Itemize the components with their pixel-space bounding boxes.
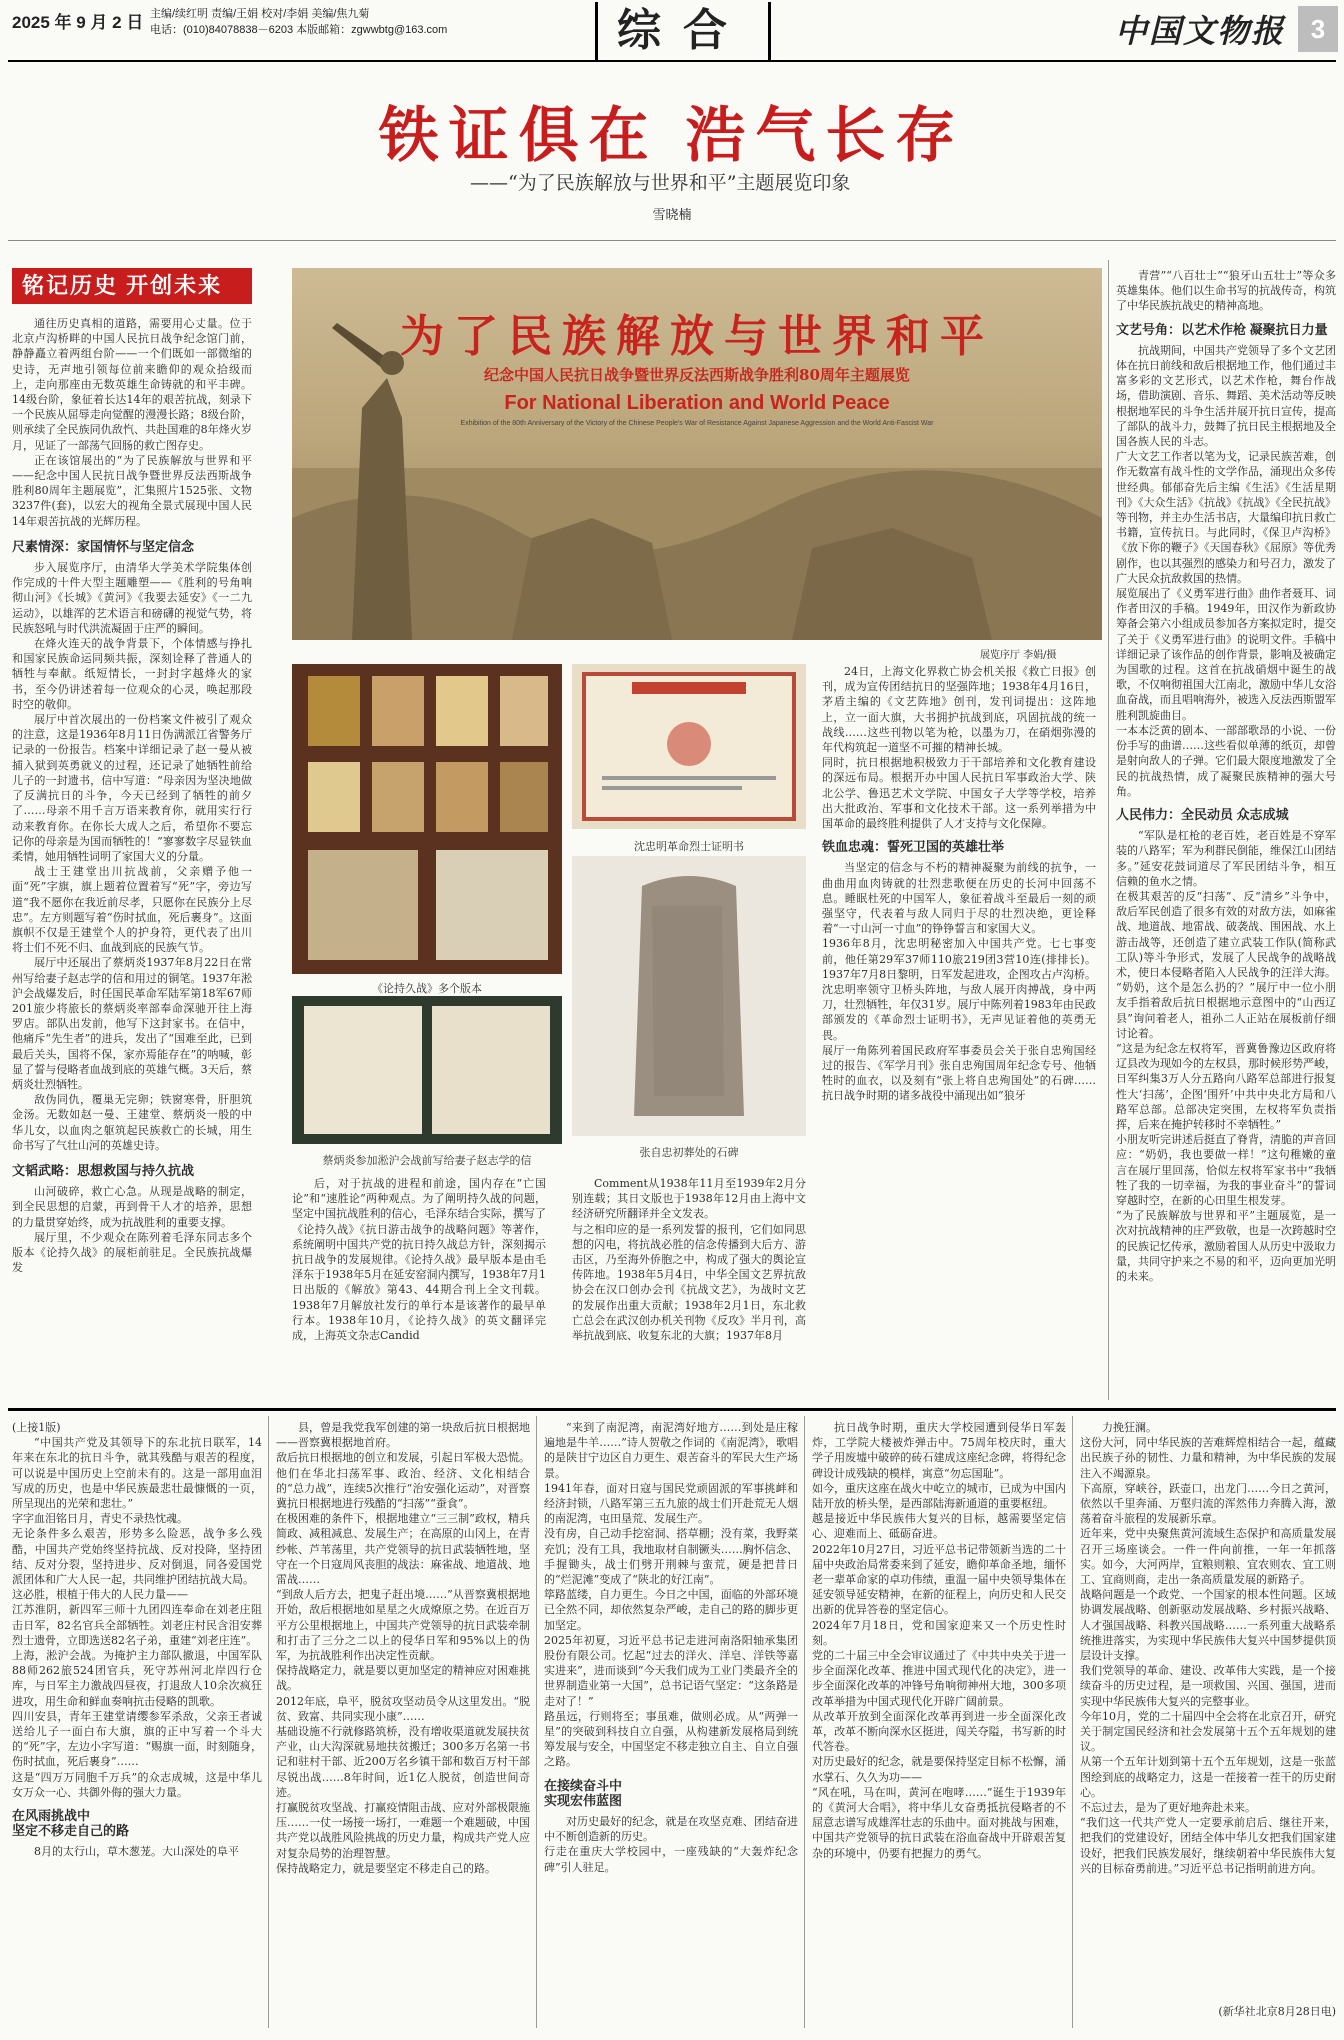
lower-article-divider — [8, 1408, 1336, 1411]
section-heading-1: 尺素情深：家国情怀与坚定信念 — [12, 538, 195, 554]
lower-divider-2 — [536, 1416, 537, 2028]
lower-column-4 — [812, 1420, 1066, 2020]
right-column-text — [1116, 268, 1336, 1398]
continued-note: (上接1版) — [12, 1421, 61, 1434]
left-column-text — [12, 316, 252, 1396]
lower-column-2 — [276, 1420, 530, 2020]
staff-line-1: 主编/续红明 责编/王娟 校对/李娟 美编/焦九菊 — [150, 8, 370, 20]
books-caption: 《论持久战》多个版本 — [372, 982, 482, 995]
lower-col2-text: 县，曾是我党我军创建的第一块敌后抗日根据地——晋察冀根据地首府。 敌后抗日根据地的创立和发展，引起日军极大恐慌。他们在华北扫荡军事、政治、经济、文化相结合的“总力战”，连续5次推行“治安强化运动”，对晋察冀抗日根据地进行残酷的“扫荡”“蚕食”。 在极困难的条件下，根据地建立“三三制”政权，精兵简政、减租减息、发展生产；在高原的山冈上，在青纱帐、芦苇荡里，共产党领导的抗日武装牺牲地，坚守在一个日寇周风丧胆的战法：麻雀战、地道战、地雷战…… “到敌人后方去，把鬼子赶出境……”从晋察冀根据地开始，敌后根据地如星星之火成燎原之势。在近百万平方公里根据地上，中国共产党领导的抗日武装牵制和打击了三分之二以上的侵华日军和95%以上的伪军，为抗战胜利作出决定性贡献。 保持战略定力，就是要以更加坚定的精神应对困难挑战。 2012年底，阜平，脱贫攻坚动员令从这里发出。“脱贫、致富、共同实现小康”…… 基础设施不行就修路筑桥，没有增收渠道就发展扶贫产业，山大沟深就易地扶贫搬迁；300多万名第一书记和驻村干部、近200万名乡镇干部和数百万村干部尽锐出战……8年时间，近1亿人脱贫，创造世间奇迹。 打赢脱贫攻坚战、打赢疫情阻击战、应对外部极限施压……一仗一场接一场打，一难题一个难题破，中国共产党以战胜风险挑战的历史力量，构成共产党人应对复杂局势的治理智慧。 保持战略定力，就是要坚定不移走自己的路。 — [276, 1421, 530, 1875]
banner-english-subtitle: Exhibition of the 80th Anniversary of the Victory of the Chinese People's War of Resistance Against Japanese Aggression and the World Anti-Fascist War — [460, 420, 934, 427]
books-illustration — [292, 664, 562, 974]
middle-a-text: 后，对于抗战的进程和前途，国内存在“亡国论”和“速胜论”两种观点。为了阐明持久战的问题，坚定中国抗战胜利的信心，毛泽东结合实际，撰写了《论持久战》《抗日游击战争的战略问题》等著作，系统阐明中国共产党的抗日持久战总方针，深刻揭示抗日战争的发展规律。《论持久战》最早版本是由毛泽东于1938年5月在延安窑洞内撰写，1938年7月1日出版的《解放》第43、44期合刊上全文刊载。1938年7月解放社发行的单行本是该著作的最早单行本。1938年10月，《论持久战》的英文翻译完成，上海英文杂志Candid — [292, 1177, 546, 1343]
certificate-illustration — [572, 664, 806, 829]
lower-col1-tail: 8月的太行山，草木葱茏。大山深处的阜平 — [34, 1845, 239, 1859]
middle-column-a — [292, 1176, 546, 1398]
books-photo — [292, 664, 562, 974]
letter-caption: 蔡炳炎参加淞沪会战前写给妻子赵志学的信 — [322, 1154, 532, 1167]
certificate-photo — [572, 664, 806, 829]
section2-paragraph: 展厅里，不少观众在陈列着毛泽东同志多个版本《论持久战》的展柜前驻足。全民族抗战爆发 — [12, 1230, 252, 1275]
column-divider — [1108, 260, 1109, 1400]
lower-col3-text: “来到了南泥湾，南泥湾好地方……到处是庄稼遍地是牛羊……”诗人贺敬之作词的《南泥湾》，歌唱的是陕甘宁边区自力更生、艰苦奋斗的军民大生产场景。 1941年春，面对日寇与国民党顽固派的军事挑衅和经济封锁，八路军第三五九旅的战士们开赴荒无人烟的南泥湾，屯田垦荒、发展生产。 没有房，自己动手挖窑洞、搭草棚；没有菜，我野菜充饥；没有工具，我地取材自制镢头……胸怀信念、手握锄头，战士们劈开荆棘与蛮荒，硬是把昔日的“烂泥滩”变成了“陕北的好江南”。 筚路蓝缕，自力更生。今日之中国，面临的外部环境已全然不同，却依然复杂严峻，走自己的路的脚步更加坚定。 2025年初夏，习近平总书记走进河南洛阳轴承集团股份有限公司。忆起“过去的洋火、洋皂、洋铁等嘉实进来”，进而谈到“今天我们成为工业门类最齐全的世界制造业第一大国”，总书记语气坚定：“这条路是走对了！” 路虽远，行则将至；事虽难，做则必成。从“两弹一星”的突破到科技自立自强，从构建新发展格局到统筹发展与安全，中国坚定不移走独立自主、自立自强之路。 — [544, 1421, 798, 1769]
page-number: 3 — [1298, 6, 1338, 52]
letter-illustration — [292, 996, 562, 1144]
banner-subtitle: 纪念中国人民抗日战争暨世界反法西斯战争胜利80周年主题展览 — [484, 366, 910, 384]
arts-text: 抗战期间，中国共产党领导了多个文艺团体在抗日前线和敌后根据地工作，他们通过丰富多彩的文艺形式，以艺术作枪，舞台作战场，借助演剧、音乐、舞蹈、美术活动等反映根据地军民的斗争生活并展开抗日宣传，提高了部队的战斗力，鼓舞了抗日民主根据地及全国各族人民的斗志。 广大文艺工作者以笔为戈，记录民族苦难，创作无数富有战斗性的文学作品，涌现出众多传世经典。郁郁奋先后主编《生活》《生活星期刊》《大众生活》《抗战》《抗战》《全民抗战》等刊物，并主办生活书店，大量编印抗日救亡书籍，宣传抗日。与此同时，《保卫卢沟桥》《放下你的鞭子》《天国春秋》《屈原》等优秀剧作，也以其强烈的感染力和号召力，激发了广大民众抗敌救国的热情。 展览展出了《义勇军进行曲》曲作者聂耳、词作者田汉的手稿。1949年，田汉作为新政协筹备会第六小组成员参加各方案拟定时，提交了关于《义勇军进行曲》的说明文件。手稿中详细记录了该作品的创作背景，影响及被确定为国歌的过程。这首在抗战硝烟中诞生的战歌，不仅响彻祖国大江南北，激励中华儿女浴血奋战，而且唱响海外，被选入反法西斯盟军胜利凯旋曲目。 一本本泛黄的剧本、一部部歌昂的小说、一份份手写的曲谱……这些看似单薄的纸页，却曾是射向敌人的子弹。它们最大限度地激发了全民的抗战热情，成了凝聚民族精神的强大号角。 — [1116, 343, 1336, 798]
lower-divider-3 — [804, 1416, 805, 2028]
banner-title: 为了民族解放与世界和平 — [400, 312, 994, 361]
banner-caption: 展览序厅 李娟/摄 — [980, 650, 1057, 661]
middle-c2-text: 当坚定的信念与不朽的精神凝聚为前线的抗争，一曲曲用血肉铸就的壮烈悲歌便在历史的长河中回荡不息。睡眠杜死的中国军人，象征着战斗至最后一刻的顽强坚守，代表着与敌人同归于尽的壮烈决绝，更诠释着“一寸山河一寸血”的铮铮誓言和家国大义。 1936年8月，沈忠明秘密加入中国共产党。七七事变前，他任第29军37师110旅219团3营10连(排排长)。1937年7月8日黎明，日军发起进攻，企图攻占卢沟桥。沈忠明率领守卫桥头阵地，与敌人展开肉搏战，身中两刀，壮烈牺牲，年仅31岁。展厅中陈列着1983年由民政部颁发的《革命烈士证明书》，无声见证着他的英勇无畏。 展厅一角陈列着国民政府军事委员会关于张自忠殉国经过的报告、《军学月刊》张自忠殉国周年纪念专号、他牺牲时的血衣，以及刻有“张上将自忠殉国处”的石碑……抗日战争时期的诸多战役中涌现出如“狼牙 — [822, 861, 1096, 1103]
lower-divider-1 — [268, 1416, 269, 2028]
article-byline: 雪晓楠 — [652, 208, 692, 223]
people-text: “军队是杠枪的老百姓，老百姓是不穿军装的八路军；军为利群民倒能，维保江山团结多。”延安花鼓词道尽了军民团结斗争，相互信赖的鱼水之情。 在极其艰苦的反“扫荡”、反“清乡”斗争中，敌后军民创造了很多有效的对敌方法，如麻雀战、地道战、地雷战、破袭战、围困战、水上游击战等，还创造了建立武装工作队(简称武工队)等斗争形式，发展了人民战争的战略战术，使日本侵略者陷入人民战争的汪洋大海。 “奶奶，这个是怎么扔的？”展厅中一位小朋友手指着敌后抗日根据地示意图中的“山西辽县”询问着老人，祖孙二人正站在展板前仔细讨论着。 “这是为纪念左权将军，晋冀鲁豫边区政府将辽县改为现如今的左权县，那时候形势严峻，日军纠集3万人分五路向八路军总部进行报复性大‘扫荡’，企图‘围歼’中共中央北方局和八路军总部。总部决定突围，左权将军负责指挥，后来在掩护转移时不幸牺牲。” 小朋友听完讲述后挺直了脊背，清脆的声音回应：“奶奶，我也要做一样！”这句稚嫩的童言在展厅里回荡，恰似左权将军家书中“我牺牲了我的一切幸福，为我的事业奋斗”的誓词穿越时空，在新的心田里生根发芽。 “为了民族解放与世界和平”主题展览，是一次对抗战精神的庄严致敬，也是一次跨越时空的民族记忆传承，激励着国人从历史中汲取力量，共同守护来之不易的和平，迈向更加光明的未来。 — [1116, 829, 1336, 1283]
article-subheadline: ——“为了民族解放与世界和平”主题展览印象 — [470, 172, 851, 194]
exhibition-hall-photo — [292, 268, 1102, 640]
issue-date: 2025 年 9 月 2 日 — [12, 13, 144, 32]
lower-col5-text: 力挽狂澜。 这份大河，同中华民族的苦难辉煌相结合一起，蕴藏出民族子孙的韧性、力量和精神，为中华民族的发展注入不竭源泉。 下高原，穿峡谷，跃壶口，出龙门……今日之黄河，依然以千里奔涌、万壑归流的浑然伟力奔腾入海，激荡着奋斗旅程的发展新乐章。 近年来，党中央聚焦黄河流域生态保护和高质量发展召开三场座谈会。一件一件向前推，一年一年抓落实。如今，大河两岸，宜粮则粮、宜农则农、宜工则工、宜商则商，走出一条高质量发展的新路子。 战略问题是一个政党、一个国家的根本性问题。区域协调发展战略、创新驱动发展战略、乡村振兴战略、人才强国战略、科教兴国战略……一系列重大战略系统推进落实，为实现中华民族伟大复兴中国梦提供顶层设计支撑。 我们党领导的革命、建设、改革伟大实践，是一个接续奋斗的历史过程，是一项救国、兴国、强国，进而实现中华民族伟大复兴的完整事业。 今年10月，党的二十届四中全会将在北京召开，研究关于制定国民经济和社会发展第十五个五年规划的建议。 从第一个五年计划到第十五个五年规划，这是一张蓝图绘到底的战略定力，这是一茬接着一茬干的历史耐心。 不忘过去，是为了更好地奔赴未来。 “我们这一代共产党人一定要承前启后、继往开来，把我们的党建设好，团结全体中华儿女把我们国家建设好，把我们民族发展好，继续朝着中华民族伟大复兴的目标奋勇前进。”习近平总书记指明前进方向。 — [1080, 1421, 1336, 1875]
middle-column-c — [822, 664, 1096, 1398]
article-headline: 铁证俱在 浩气长存 — [378, 102, 966, 169]
lower-col3-tail: 对历史最好的纪念，就是在攻坚克难、团结奋进中不断创造新的历史。 行走在重庆大学校园中，一座残缺的“大轰炸纪念碑”引人驻足。 — [544, 1815, 798, 1874]
section-heading-2: 文韬武略：思想救国与持久抗战 — [12, 1162, 195, 1178]
column-heading: 铭记历史 开创未来 — [12, 268, 252, 304]
section1-paragraph: 在烽火连天的战争背景下，个体情感与挣扎和国家民族命运同频共振，深刻诠释了普通人的牺牲与奉献。纸短情长，一封封字越烽火的家书，至今仍讲述着每一位观众的心灵，唤起那段时空的敬仰。 — [12, 637, 252, 711]
certificate-caption: 沈忠明革命烈士证明书 — [634, 840, 744, 853]
section1-paragraph: 展厅中首次展出的一份档案文件被引了观众的注意，这是1936年8月11日伪满派江省警务厅记录的一份报告。档案中详细记录了赵一曼从被捕入狱到英勇就义的过程，还记录了她牺牲前给儿子的一封遗书，信中写道：“母亲因为坚决地做了反满抗日的斗争，今天已经到了牺牲的前夕了……母亲不用千言万语来教育你，就用实行行动来教育你。在你长大成人之后，希望你不要忘记你的母亲是为国而牺牲的！”寥寥数字尽显铁血柔情，她用牺牲词明了家国大义的分量。 — [12, 713, 252, 863]
middle-c-text: 24日，上海文化界救亡协会机关报《救亡日报》创刊，成为宣传团结抗日的坚强阵地；1938年4月16日，茅盾主编的《文艺阵地》创刊，发刊词提出：这阵地上，立一面大旗，大书拥护抗战到底，巩固抗战的统一战线……这些刊物以笔为枪，以墨为刀，在硝烟弥漫的年代构筑起一道坚不可摧的精神长城。 同时，抗日根据地积极致力于干部培养和文化教育建设的深远布局。根据开办中国人民抗日军事政治大学、陕北公学、鲁迅艺术文学院、中国女子大学等学校，培养出大批政治、军事和文化技术干部。这一系列举措为中国革命的最终胜利提供了人才支持与文化保障。 — [822, 665, 1096, 831]
lower-col1-text: “中国共产党及其领导下的东北抗日联军，14年来在东北的抗日斗争，就其残酷与艰苦的程度，可以说是中国历史上空前未有的。这是一部用血泪写成的历史，也是中华民族最悲壮最慷慨的一页，所呈现出的光荣和悲壮。” 字字血泪铭日月，青史不录热忱魂。 无论条件多么艰苦，形势多么险恶，战争多么残酷，中国共产党始终坚持抗战、反对投降，坚持团结、反对分裂，坚持进步、反对倒退，同各爱国党派团体和广大人民一起，共同维护团结抗战大局。 这必胜，根植于伟大的人民力量—— 江苏淮阴，新四军三师十九团四连奉命在刘老庄阻击日军，82名官兵全部牺牲。刘老庄村民含泪安葬烈士遗骨，立即选送82名子弟，重建“刘老庄连”。 上海，淞沪会战。为掩护主力部队撤退，中国军队88师262旅524团官兵，死守苏州河北岸四行仓库，与日军主力激战四昼夜，打退敌人10余次疯狂进攻，用生命和鲜血奏响抗击侵略的凯歌。 四川安县，青年王建堂请缨参军杀敌，父亲王者诚送给儿子一面白布大旗，旗的正中写着一个斗大的“死”字，左边小字写道：“赐旗一面，时刻随身，伤时拭血，死后裹身”…… 这是“四万万同胞千万兵”的众志成城，这是中华儿女万众一心、共御外侮的强大力量。 — [12, 1436, 262, 1799]
section1-paragraph: 敌伪同仇，覆巢无完卵；铁窗寒骨，肝胆筑金汤。无数如赵一曼、王建堂、蔡炳炎一般的中华儿女，以血肉之躯筑起民族救亡的长城，用生命书写了气壮山河的英雄史诗。 — [12, 1093, 252, 1152]
letter-photo — [292, 996, 562, 1144]
tablet-caption: 张自忠初葬处的石碑 — [639, 1146, 739, 1159]
middle-column-b — [572, 1176, 806, 1398]
section1-paragraph: 展厅中还展出了蔡炳炎1937年8月22日在常州写给妻子赵志学的信和用过的铜笔。1937年淞沪会战爆发后，时任国民革命军陆军第18军67师201旅少将旅长的蔡炳炎率部奉命深驰开往上海罗店。部队出发前，他写下这封家书。在信中，他痛斥“先生者”的进兵，发出了“国难至此，已到最后关头，国将不保，家亦焉能存在”的呐喊，彰显了誓与侵略者血战到底的英雄气概。3天后，蔡炳炎壮烈牺牲。 — [12, 956, 252, 1091]
arts-heading: 文艺号角：以艺术作枪 凝聚抗日力量 — [1116, 321, 1328, 337]
stone-tablet-photo — [572, 856, 806, 1136]
middle-b-text: Comment从1938年11月至1939年2月分别连载；其日文版也于1938年12月由上海中文经济研究所翻译并全文发表。 与之相印应的是一系列发誓的报刊，它们如同思想的闪电，将抗战必胜的信念传播到大后方、游击区，乃至海外侨胞之中，构成了强大的舆论宣传阵地。1938年5月4日，中华全国文艺界抗敌协会在汉口创办会刊《抗战文艺》，为战时文艺的发展作出重大贡献；1938年2月1日，东北救亡总会在武汉创办机关刊物《反攻》半月刊，高举抗战到底、收复东北的大旗；1937年8月 — [572, 1177, 806, 1343]
tablet-illustration — [572, 856, 806, 1136]
heroes-heading: 铁血忠魂：誓死卫国的英雄壮举 — [822, 839, 1005, 855]
intro-paragraph-2: 正在该馆展出的“为了民族解放与世界和平——纪念中国人民抗日战争暨世界反法西斯战争胜利80周年主题展览”，汇集照片1525张、文物3237件(套)，以宏大的视角全景式展现中国人民14年艰苦抗战的光辉历程。 — [12, 453, 252, 528]
newspaper-logo: 中国文物报 — [1115, 12, 1286, 50]
lower-heading-2: 在接续奋斗中 实现宏伟蓝图 — [544, 1777, 623, 1808]
lower-column-1 — [12, 1420, 262, 2020]
news-agency-credit: (新华社北京8月28日电) — [1218, 2005, 1336, 2018]
lower-heading-1: 在风雨挑战中 坚定不移走自己的路 — [12, 1808, 130, 1839]
intro-paragraph-1: 通往历史真相的道路，需要用心丈量。位于北京卢沟桥畔的中国人民抗日战争纪念馆门前，静静矗立着两组台阶——一个们既如一部微缩的史诗，无声地引领每位前来瞻仰的观众拾级而上，走向那座由无数英雄生命铸就的和平丰碑。14级台阶，象征着长达14年的艰苦抗战，刻录下一个民族从屈辱走向觉醒的漫漫长路；8级台阶，则承续了全民族同仇敌忾、共赴国难的8年烽火岁月，见证了一部荡气回肠的救亡图存史。 — [12, 317, 252, 452]
section1-paragraph: 步入展览序厅，由清华大学美术学院集体创作完成的十件大型主题雕塑——《胜利的号角响彻山河》《长城》《黄河》《我要去延安》《一二九运动》，以雄浑的艺术语言和磅礴的视觉气势，将民族怒吼与时代洪流凝固于庄严的瞬间。 — [12, 561, 252, 635]
section1-paragraph: 战士王建堂出川抗战前，父亲赠予他一面“死”字旗，旗上题着位置着写“死”字，旁边写道“我不愿你在我近前尽孝，只愿你在民族分上尽忠”。左方则题写着“伤时拭血，死后裹身”。这面旗帜不仅是王建堂个人的护身符，更代表了出川将士们不死不归、血战到底的民族气节。 — [12, 865, 252, 955]
section-name: 综合 — [595, 2, 771, 60]
lower-column-3 — [544, 1420, 798, 2020]
lower-column-5 — [1080, 1420, 1336, 2000]
people-heading: 人民伟力：全民动员 众志成城 — [1116, 806, 1289, 822]
lower-divider-4 — [1072, 1416, 1073, 2028]
banner-english-title: For National Liberation and World Peace — [504, 392, 890, 414]
lower-col4-text: 抗日战争时期，重庆大学校园遭到侵华日军轰炸，工学院大楼被炸弹击中。75周年校庆时，重大学子用废墟中破碎的砖石建成这座纪念碑，将得纪念碑设计成残缺的模样，寓意“勿忘国耻”。 如今，重庆这座在战火中屹立的城市，已成为中国内陆开放的桥头堡，是西部陆海新通道的重要枢纽。 越是接近中华民族伟大复兴的目标，越需要坚定信心、迎难而上、砥砺奋进。 2022年10月27日，习近平总书记带领新当选的二十届中央政治局常委来到了延安，瞻仰革命圣地，缅怀老一辈革命家的卓功伟绩，重温一届中央领导集体在延安领导延安精神，在新的征程上，向历史和人民交出新的优异答卷的坚定信心。 2024年7月18日，党和国家迎来又一个历史性时刻。 党的二十届三中全会审议通过了《中共中央关于进一步全面深化改革、推进中国式现代化的决定》，进一步全面深化改革的冲锋号角响彻神州大地，300多项改革举措为中国式现代化开辟广阔前景。 从改革开放到全面深化改革再到进一步全面深化改革，改革不断向深水区挺进，闯关夺隘，书写新的时代答卷。 对历史最好的纪念，就是要保持坚定目标不松懈，涌水掌石、久久为功—— “风在吼，马在叫，黄河在咆哮……”诞生于1939年的《黄河大合唱》，将中华儿女奋勇抵抗侵略者的不屈意志谱写成雄浑壮志的乐曲中。面对挑战与困难，中国共产党领导的抗日武装在浴血奋战中开辟艰苦复杂的环境中，仍要有把握力的勇气。 — [812, 1421, 1066, 1860]
staff-line-2: 电话：(010)84078838－6203 本版邮箱：zgwwbtg@163.com — [150, 24, 448, 36]
staff-info — [150, 6, 447, 38]
masthead-rule — [8, 60, 1336, 62]
header-divider — [8, 240, 1336, 241]
section2-paragraph: 山河破碎，救亡心急。从现是战略的制定，到全民思想的启蒙，再到骨干人才的培养，思想的力量贯穿始终，成为抗战胜利的重要支撑。 — [12, 1185, 252, 1229]
right-intro-text: 青营”“八百壮士”“狼牙山五壮士”等众多英雄集体。他们以生命书写的抗战传奇，构筑了中华民族抗战史的精神高地。 — [1116, 269, 1336, 313]
